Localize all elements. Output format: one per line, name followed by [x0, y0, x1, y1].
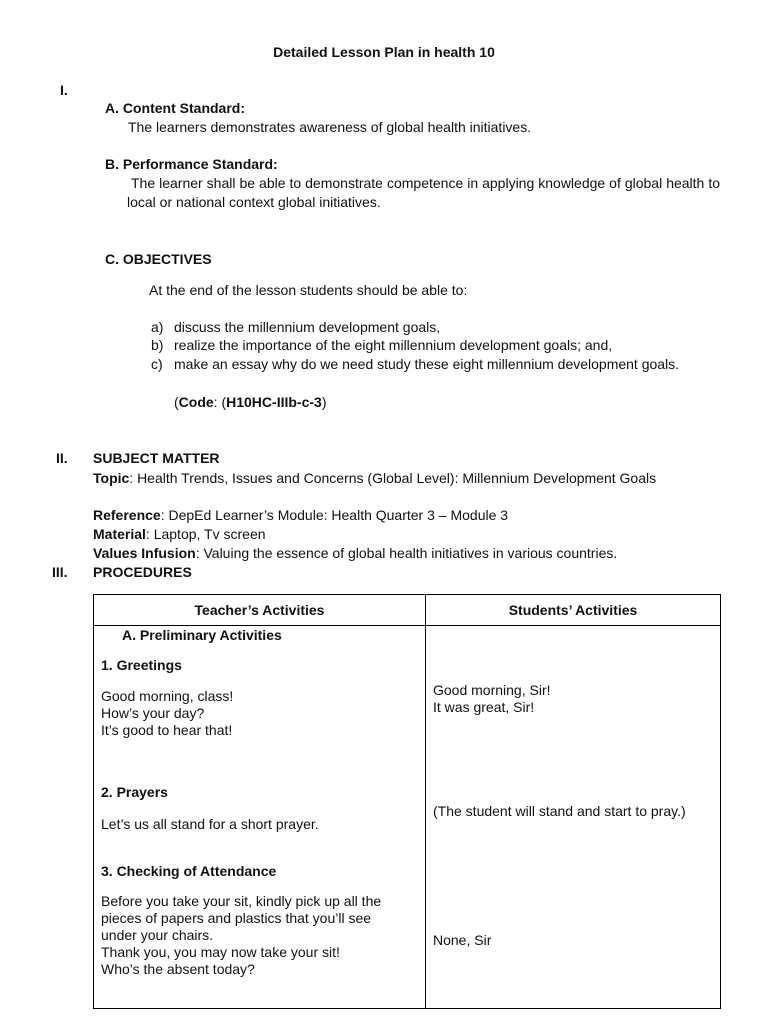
values-line	[93, 544, 617, 563]
material-label: Material	[93, 526, 146, 542]
objectives-label: C. OBJECTIVES	[105, 251, 212, 267]
students-activities-header: Students’ Activities	[426, 595, 721, 626]
material-text: : Laptop, Tv screen	[145, 526, 266, 542]
attendance-teacher-line: Who’s the absent today?	[101, 961, 255, 977]
greetings-student-line: It was great, Sir!	[433, 699, 535, 715]
reference-line	[93, 506, 508, 525]
section-2-numeral: II.	[56, 450, 68, 466]
teacher-activities-header: Teacher’s Activities	[94, 595, 426, 626]
greetings-student-line: Good morning, Sir!	[433, 682, 551, 698]
objective-marker: c)	[151, 356, 163, 372]
values-label: Values Infusion	[93, 545, 196, 561]
objective-item: discuss the millennium development goals,	[174, 319, 441, 335]
students-activities-cell	[426, 626, 721, 1009]
code-value: H10HC-IIIb-c-3	[226, 394, 322, 410]
objective-item: make an essay why do we need study these eight millennium development goals.	[174, 356, 680, 372]
performance-standard-text: The learner shall be able to demonstrate competence in applying knowledge of global health to local or national context global initiatives.	[127, 175, 724, 210]
objective-item: realize the importance of the eight millennium development goals; and,	[174, 337, 613, 353]
attendance-teacher-line: under your chairs.	[101, 927, 214, 943]
content-standard-label: A. Content Standard:	[105, 100, 245, 116]
subject-matter-heading: SUBJECT MATTER	[93, 450, 220, 466]
procedures-heading: PROCEDURES	[93, 564, 192, 580]
objectives-intro: At the end of the lesson students should be able to:	[149, 282, 468, 298]
attendance-heading: 3. Checking of Attendance	[101, 863, 277, 879]
table-row	[94, 626, 721, 1009]
section-1-numeral: I.	[60, 82, 68, 98]
attendance-student-line: None, Sir	[433, 932, 492, 948]
greetings-teacher-line: It’s good to hear that!	[101, 722, 233, 738]
teacher-activities-cell	[94, 626, 426, 1009]
attendance-teacher-line: Before you take your sit, kindly pick up all the	[101, 893, 382, 909]
section-3-numeral: III.	[52, 564, 68, 580]
greetings-teacher-line: Good morning, class!	[101, 688, 234, 704]
performance-standard-label: B. Performance Standard:	[105, 156, 278, 172]
content-standard-text: The learners demonstrates awareness of global health initiatives.	[128, 119, 532, 135]
topic-line	[93, 469, 720, 488]
prayers-heading: 2. Prayers	[101, 784, 168, 800]
greetings-teacher-line: How’s your day?	[101, 705, 205, 721]
values-text: : Valuing the essence of global health initiatives in various countries.	[195, 545, 618, 561]
material-line	[93, 525, 266, 544]
objective-marker: b)	[151, 337, 164, 353]
prayers-student-line: (The student will stand and start to pray.)	[433, 803, 686, 819]
topic-label: Topic	[93, 470, 130, 486]
document-title: Detailed Lesson Plan in health 10	[273, 44, 495, 60]
procedures-table	[93, 594, 721, 1009]
objective-marker: a)	[151, 319, 164, 335]
reference-text: : DepEd Learner’s Module: Health Quarter 3 – Module 3	[160, 507, 509, 523]
objective-code: (Code: (H10HC-IIIb-c-3)	[174, 394, 327, 410]
code-label: Code	[178, 394, 214, 410]
reference-label: Reference	[93, 507, 161, 523]
attendance-teacher-line: pieces of papers and plastics that you’ll see	[101, 910, 372, 926]
attendance-teacher-line: Thank you, you may now take your sit!	[101, 944, 340, 960]
preliminary-activities-heading: A. Preliminary Activities	[122, 627, 282, 643]
prayers-teacher-line: Let’s us all stand for a short prayer.	[101, 816, 319, 832]
topic-text: : Health Trends, Issues and Concerns (Global Level): Millennium Development Goals	[129, 470, 657, 486]
table-header-row	[94, 595, 721, 626]
greetings-heading: 1. Greetings	[101, 657, 182, 673]
